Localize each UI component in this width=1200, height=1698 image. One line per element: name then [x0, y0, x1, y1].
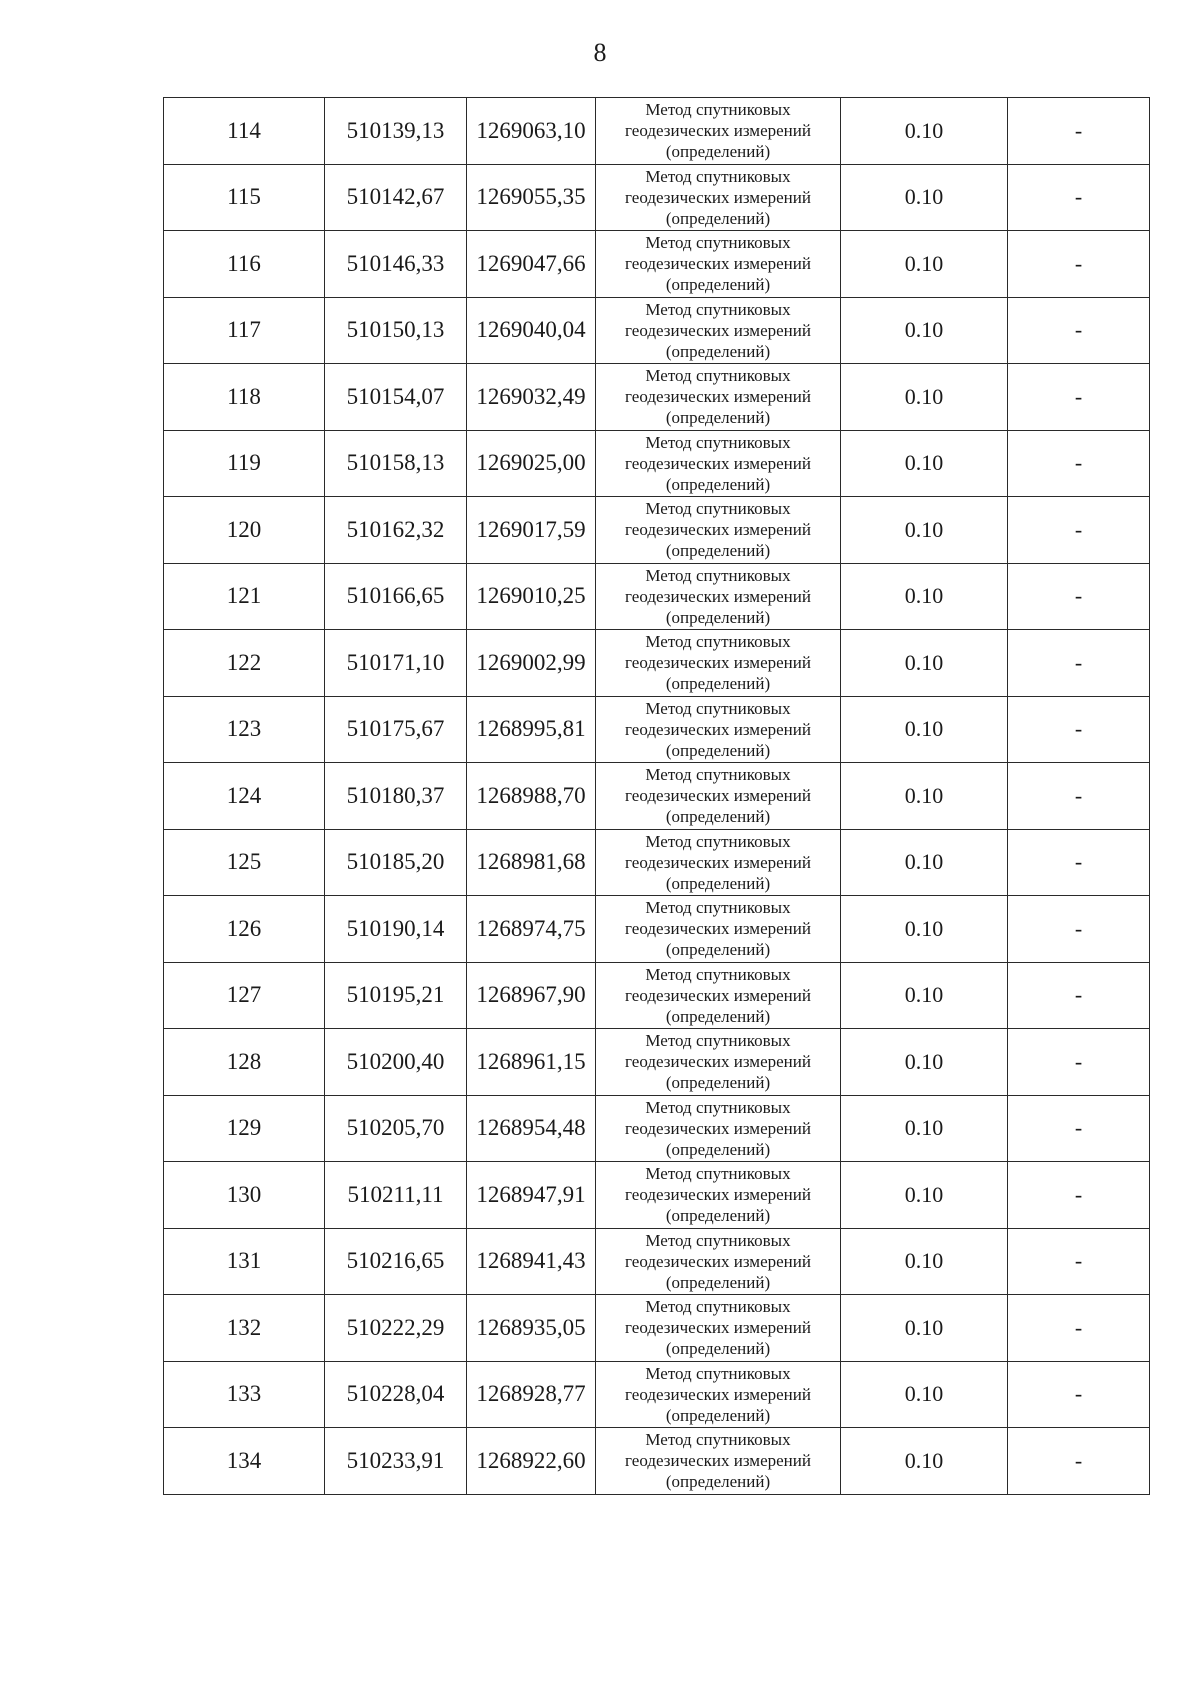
note-cell: - — [1008, 497, 1150, 564]
x-coordinate-cell: 510171,10 — [325, 630, 467, 697]
accuracy-cell: 0.10 — [841, 630, 1008, 697]
method-line: геодезических измерений — [625, 1185, 811, 1205]
table-row — [164, 563, 1150, 630]
method-cell — [596, 896, 841, 963]
method-line: (определений) — [665, 1006, 771, 1026]
method-line: геодезических измерений — [625, 121, 811, 141]
method-line: геодезических измерений — [625, 985, 811, 1005]
method-line: геодезических измерений — [625, 1118, 811, 1138]
table-row — [164, 1228, 1150, 1295]
method-line: геодезических измерений — [625, 254, 811, 274]
method-cell — [596, 364, 841, 431]
point-number-cell: 130 — [164, 1162, 325, 1229]
y-coordinate-cell: 1269055,35 — [467, 164, 596, 231]
point-number-cell: 114 — [164, 98, 325, 165]
table-body — [164, 98, 1150, 1495]
method-line: Метод спутниковых — [645, 831, 791, 851]
method-cell — [596, 497, 841, 564]
method-line: Метод спутниковых — [645, 964, 791, 984]
coordinates-table — [163, 97, 1150, 1495]
accuracy-cell: 0.10 — [841, 297, 1008, 364]
method-line: геодезических измерений — [625, 1318, 811, 1338]
note-cell: - — [1008, 630, 1150, 697]
accuracy-cell: 0.10 — [841, 231, 1008, 298]
table-row — [164, 98, 1150, 165]
point-number-cell: 116 — [164, 231, 325, 298]
y-coordinate-cell: 1268954,48 — [467, 1095, 596, 1162]
table-row — [164, 829, 1150, 896]
method-line: (определений) — [665, 940, 771, 960]
point-number-cell: 132 — [164, 1295, 325, 1362]
x-coordinate-cell: 510142,67 — [325, 164, 467, 231]
method-line: Метод спутниковых — [645, 898, 791, 918]
y-coordinate-cell: 1268995,81 — [467, 696, 596, 763]
accuracy-cell: 0.10 — [841, 1162, 1008, 1229]
method-line: (определений) — [665, 1073, 771, 1093]
method-cell — [596, 1029, 841, 1096]
method-line: Метод спутниковых — [645, 1363, 791, 1383]
note-cell: - — [1008, 1029, 1150, 1096]
table-row — [164, 231, 1150, 298]
y-coordinate-cell: 1268947,91 — [467, 1162, 596, 1229]
method-line: геодезических измерений — [625, 320, 811, 340]
y-coordinate-cell: 1269040,04 — [467, 297, 596, 364]
method-cell — [596, 1295, 841, 1362]
x-coordinate-cell: 510154,07 — [325, 364, 467, 431]
note-cell: - — [1008, 297, 1150, 364]
point-number-cell: 121 — [164, 563, 325, 630]
x-coordinate-cell: 510146,33 — [325, 231, 467, 298]
y-coordinate-cell: 1269032,49 — [467, 364, 596, 431]
point-number-cell: 125 — [164, 829, 325, 896]
accuracy-cell: 0.10 — [841, 497, 1008, 564]
method-line: Метод спутниковых — [645, 166, 791, 186]
method-line: (определений) — [665, 1139, 771, 1159]
method-line: Метод спутниковых — [645, 432, 791, 452]
table-row — [164, 164, 1150, 231]
method-line: Метод спутниковых — [645, 299, 791, 319]
method-cell — [596, 962, 841, 1029]
table-row — [164, 896, 1150, 963]
y-coordinate-cell: 1269047,66 — [467, 231, 596, 298]
method-line: Метод спутниковых — [645, 366, 791, 386]
method-line: геодезических измерений — [625, 653, 811, 673]
method-line: Метод спутниковых — [645, 100, 791, 120]
x-coordinate-cell: 510180,37 — [325, 763, 467, 830]
note-cell: - — [1008, 164, 1150, 231]
point-number-cell: 133 — [164, 1361, 325, 1428]
method-line: геодезических измерений — [625, 852, 811, 872]
table-row — [164, 1428, 1150, 1495]
x-coordinate-cell: 510162,32 — [325, 497, 467, 564]
accuracy-cell: 0.10 — [841, 763, 1008, 830]
note-cell: - — [1008, 1361, 1150, 1428]
note-cell: - — [1008, 962, 1150, 1029]
point-number-cell: 129 — [164, 1095, 325, 1162]
method-line: геодезических измерений — [625, 1251, 811, 1271]
table-row — [164, 364, 1150, 431]
method-cell — [596, 1428, 841, 1495]
x-coordinate-cell: 510139,13 — [325, 98, 467, 165]
point-number-cell: 118 — [164, 364, 325, 431]
method-cell — [596, 630, 841, 697]
method-cell — [596, 563, 841, 630]
method-line: (определений) — [665, 208, 771, 228]
accuracy-cell: 0.10 — [841, 896, 1008, 963]
method-line: геодезических измерений — [625, 520, 811, 540]
table-row — [164, 297, 1150, 364]
method-line: (определений) — [665, 807, 771, 827]
method-line: (определений) — [665, 1405, 771, 1425]
point-number-cell: 120 — [164, 497, 325, 564]
y-coordinate-cell: 1268935,05 — [467, 1295, 596, 1362]
method-line: Метод спутниковых — [645, 1097, 791, 1117]
method-line: Метод спутниковых — [645, 499, 791, 519]
table-row — [164, 962, 1150, 1029]
note-cell: - — [1008, 98, 1150, 165]
x-coordinate-cell: 510200,40 — [325, 1029, 467, 1096]
y-coordinate-cell: 1268981,68 — [467, 829, 596, 896]
accuracy-cell: 0.10 — [841, 696, 1008, 763]
accuracy-cell: 0.10 — [841, 563, 1008, 630]
y-coordinate-cell: 1269002,99 — [467, 630, 596, 697]
x-coordinate-cell: 510150,13 — [325, 297, 467, 364]
method-cell — [596, 1361, 841, 1428]
method-line: (определений) — [665, 408, 771, 428]
method-cell — [596, 829, 841, 896]
note-cell: - — [1008, 1428, 1150, 1495]
point-number-cell: 128 — [164, 1029, 325, 1096]
note-cell: - — [1008, 896, 1150, 963]
point-number-cell: 124 — [164, 763, 325, 830]
y-coordinate-cell: 1269025,00 — [467, 430, 596, 497]
method-cell — [596, 98, 841, 165]
accuracy-cell: 0.10 — [841, 829, 1008, 896]
x-coordinate-cell: 510195,21 — [325, 962, 467, 1029]
method-line: геодезических измерений — [625, 187, 811, 207]
note-cell: - — [1008, 1162, 1150, 1229]
method-line: Метод спутниковых — [645, 1031, 791, 1051]
method-line: (определений) — [665, 142, 771, 162]
accuracy-cell: 0.10 — [841, 98, 1008, 165]
note-cell: - — [1008, 829, 1150, 896]
method-cell — [596, 164, 841, 231]
table-row — [164, 1095, 1150, 1162]
y-coordinate-cell: 1268988,70 — [467, 763, 596, 830]
accuracy-cell: 0.10 — [841, 364, 1008, 431]
x-coordinate-cell: 510228,04 — [325, 1361, 467, 1428]
note-cell: - — [1008, 1228, 1150, 1295]
accuracy-cell: 0.10 — [841, 1361, 1008, 1428]
method-line: (определений) — [665, 541, 771, 561]
table-row — [164, 1162, 1150, 1229]
table-row — [164, 430, 1150, 497]
method-cell — [596, 1095, 841, 1162]
method-line: геодезических измерений — [625, 919, 811, 939]
accuracy-cell: 0.10 — [841, 1095, 1008, 1162]
x-coordinate-cell: 510158,13 — [325, 430, 467, 497]
table-row — [164, 696, 1150, 763]
x-coordinate-cell: 510222,29 — [325, 1295, 467, 1362]
method-cell — [596, 1162, 841, 1229]
table-row — [164, 1295, 1150, 1362]
method-line: (определений) — [665, 1272, 771, 1292]
note-cell: - — [1008, 1295, 1150, 1362]
point-number-cell: 123 — [164, 696, 325, 763]
y-coordinate-cell: 1268967,90 — [467, 962, 596, 1029]
method-line: (определений) — [665, 873, 771, 893]
method-line: Метод спутниковых — [645, 632, 791, 652]
point-number-cell: 117 — [164, 297, 325, 364]
method-line: (определений) — [665, 1339, 771, 1359]
method-line: (определений) — [665, 341, 771, 361]
method-line: (определений) — [665, 1472, 771, 1492]
x-coordinate-cell: 510211,11 — [325, 1162, 467, 1229]
method-cell — [596, 1228, 841, 1295]
method-line: Метод спутниковых — [645, 565, 791, 585]
accuracy-cell: 0.10 — [841, 1228, 1008, 1295]
note-cell: - — [1008, 696, 1150, 763]
method-cell — [596, 297, 841, 364]
method-line: геодезических измерений — [625, 1451, 811, 1471]
note-cell: - — [1008, 563, 1150, 630]
method-line: геодезических измерений — [625, 453, 811, 473]
method-line: (определений) — [665, 740, 771, 760]
accuracy-cell: 0.10 — [841, 962, 1008, 1029]
method-line: Метод спутниковых — [645, 233, 791, 253]
x-coordinate-cell: 510190,14 — [325, 896, 467, 963]
method-line: геодезических измерений — [625, 786, 811, 806]
method-cell — [596, 231, 841, 298]
x-coordinate-cell: 510185,20 — [325, 829, 467, 896]
note-cell: - — [1008, 430, 1150, 497]
method-line: (определений) — [665, 275, 771, 295]
method-cell — [596, 696, 841, 763]
table-row — [164, 497, 1150, 564]
method-line: геодезических измерений — [625, 387, 811, 407]
method-line: геодезических измерений — [625, 719, 811, 739]
point-number-cell: 119 — [164, 430, 325, 497]
x-coordinate-cell: 510233,91 — [325, 1428, 467, 1495]
point-number-cell: 134 — [164, 1428, 325, 1495]
method-line: (определений) — [665, 1206, 771, 1226]
point-number-cell: 115 — [164, 164, 325, 231]
method-line: Метод спутниковых — [645, 1164, 791, 1184]
x-coordinate-cell: 510216,65 — [325, 1228, 467, 1295]
x-coordinate-cell: 510166,65 — [325, 563, 467, 630]
x-coordinate-cell: 510175,67 — [325, 696, 467, 763]
y-coordinate-cell: 1268974,75 — [467, 896, 596, 963]
method-line: геодезических измерений — [625, 1384, 811, 1404]
note-cell: - — [1008, 364, 1150, 431]
method-line: геодезических измерений — [625, 1052, 811, 1072]
note-cell: - — [1008, 1095, 1150, 1162]
method-line: Метод спутниковых — [645, 1430, 791, 1450]
method-line: геодезических измерений — [625, 586, 811, 606]
y-coordinate-cell: 1269017,59 — [467, 497, 596, 564]
method-line: Метод спутниковых — [645, 1297, 791, 1317]
accuracy-cell: 0.10 — [841, 1428, 1008, 1495]
y-coordinate-cell: 1268928,77 — [467, 1361, 596, 1428]
page-number: 8 — [593, 38, 607, 67]
accuracy-cell: 0.10 — [841, 1029, 1008, 1096]
y-coordinate-cell: 1268941,43 — [467, 1228, 596, 1295]
table-row — [164, 630, 1150, 697]
table-row — [164, 1361, 1150, 1428]
accuracy-cell: 0.10 — [841, 430, 1008, 497]
method-line: Метод спутниковых — [645, 765, 791, 785]
point-number-cell: 126 — [164, 896, 325, 963]
y-coordinate-cell: 1268922,60 — [467, 1428, 596, 1495]
method-line: Метод спутниковых — [645, 698, 791, 718]
accuracy-cell: 0.10 — [841, 164, 1008, 231]
method-cell — [596, 763, 841, 830]
y-coordinate-cell: 1269063,10 — [467, 98, 596, 165]
method-cell — [596, 430, 841, 497]
method-line: (определений) — [665, 474, 771, 494]
point-number-cell: 122 — [164, 630, 325, 697]
table-row — [164, 1029, 1150, 1096]
x-coordinate-cell: 510205,70 — [325, 1095, 467, 1162]
note-cell: - — [1008, 763, 1150, 830]
y-coordinate-cell: 1269010,25 — [467, 563, 596, 630]
y-coordinate-cell: 1268961,15 — [467, 1029, 596, 1096]
point-number-cell: 131 — [164, 1228, 325, 1295]
point-number-cell: 127 — [164, 962, 325, 1029]
note-cell: - — [1008, 231, 1150, 298]
accuracy-cell: 0.10 — [841, 1295, 1008, 1362]
method-line: Метод спутниковых — [645, 1230, 791, 1250]
method-line: (определений) — [665, 607, 771, 627]
method-line: (определений) — [665, 674, 771, 694]
table-row — [164, 763, 1150, 830]
